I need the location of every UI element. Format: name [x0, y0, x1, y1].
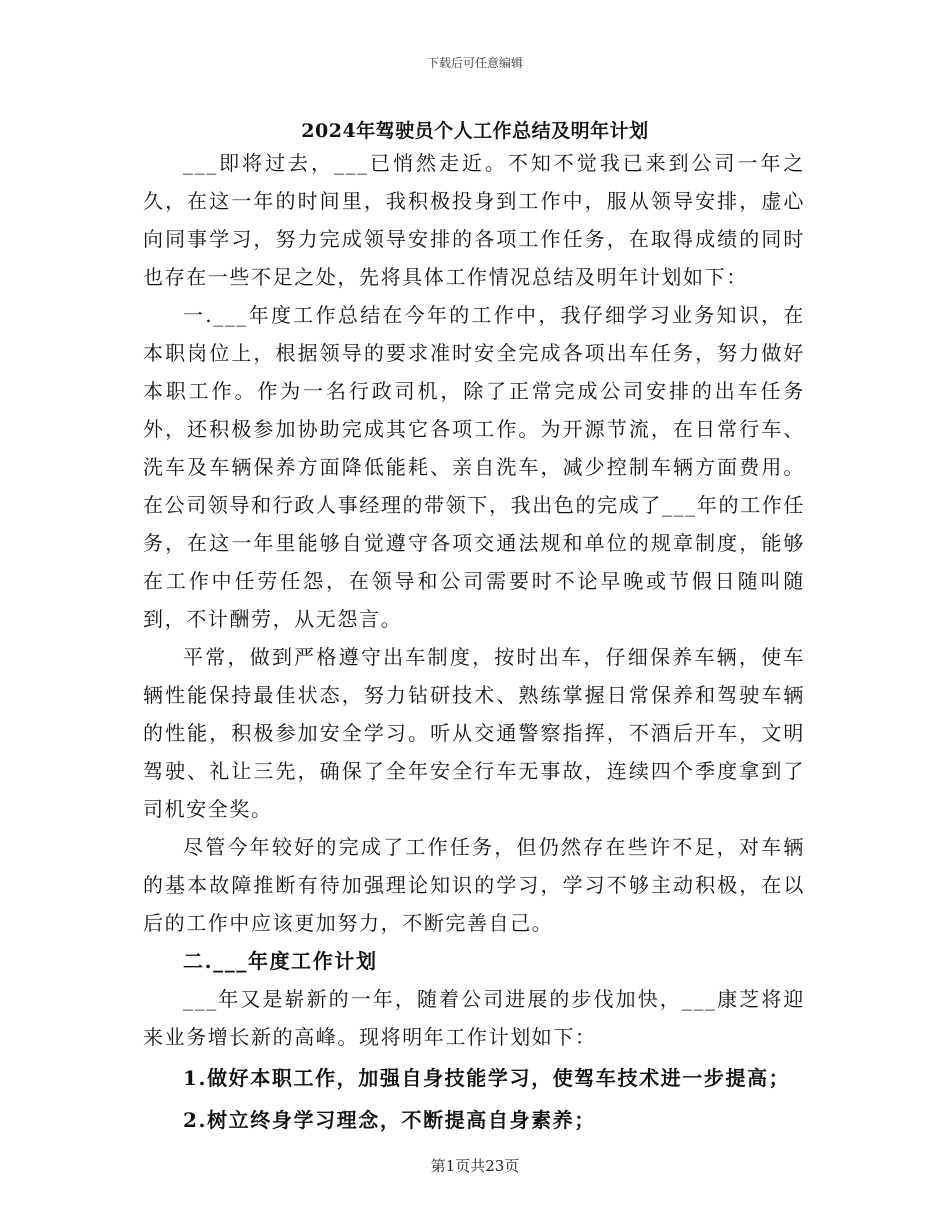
paragraph-intro: ___即将过去，___已悄然走近。不知不觉我已来到公司一年之久，在这一年的时间里，我积极投身到工作中，服从领导安排，虚心向同事学习，努力完成领导安排的各项工作任务，在取得成绩的同时也存在一些不足之处，先将具体工作情况总结及明年计划如下：	[143, 151, 805, 289]
section-heading-plan: 二.___年度工作计划	[183, 949, 378, 973]
document-title: 2024年驾驶员个人工作总结及明年计划	[301, 120, 649, 142]
page-number-footer: 第1页共23页	[430, 1157, 520, 1175]
plan-item-1: 1.做好本职工作，加强自身技能学习，使驾车技术进一步提高；	[183, 1066, 791, 1090]
paragraph-plan-intro: ___年又是崭新的一年，随着公司进展的步伐加快，___康芝将迎来业务增长新的高峰。现将明年工作计划如下：	[143, 987, 805, 1049]
plan-item-2: 2.树立终身学习理念，不断提高自身素养；	[183, 1108, 596, 1132]
header-note: 下载后可任意编辑	[426, 56, 523, 70]
paragraph-summary: 一.___年度工作总结在今年的工作中，我仔细学习业务知识，在本职岗位上，根据领导的要求准时安全完成各项出车任务，努力做好本职工作。作为一名行政司机，除了正常完成公司安排的出车任务外，还积极参加协助完成其它各项工作。为开源节流，在日常行车、洗车及车辆保养方面降低能耗、亲自洗车，减少控制车辆方面费用。在公司领导和行政人事经理的带领下，我出色的完成了___年的工作任务，在这一年里能够自觉遵守各项交通法规和单位的规章制度，能够在工作中任劳任怨，在领导和公司需要时不论早晚或节假日随叫随到，不计酬劳，从无怨言。	[143, 303, 805, 631]
paragraph-routine: 平常，做到严格遵守出车制度，按时出车，仔细保养车辆，使车辆性能保持最佳状态，努力钻研技术、熟练掌握日常保养和驾驶车辆的性能，积极参加安全学习。听从交通警察指挥，不酒后开车，文明驾驶、礼让三先，确保了全年安全行车无事故，连续四个季度拿到了司机安全奖。	[143, 645, 805, 821]
paragraph-shortcomings: 尽管今年较好的完成了工作任务，但仍然存在些许不足，对车辆的基本故障推断有待加强理论知识的学习，学习不够主动积极，在以后的工作中应该更加努力，不断完善自己。	[143, 835, 805, 935]
document-body	[143, 144, 805, 1140]
